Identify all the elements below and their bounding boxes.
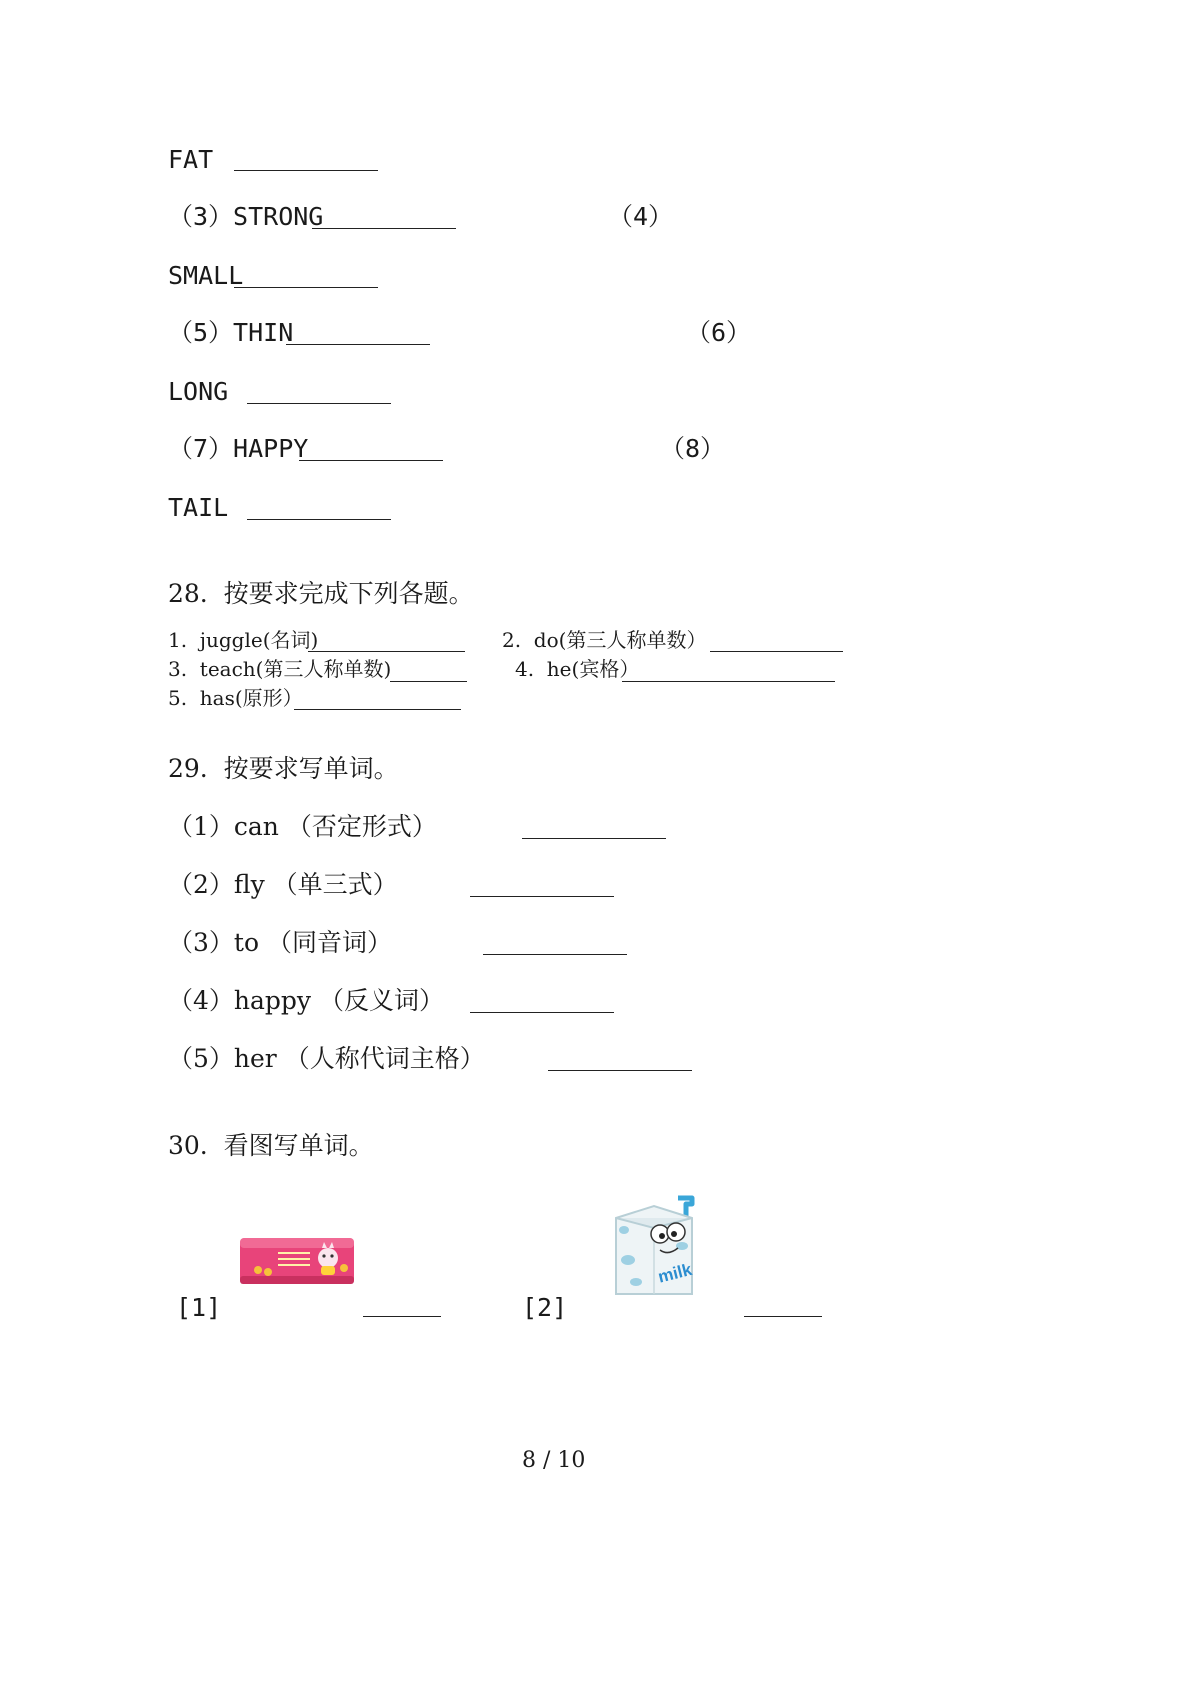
answer-blank[interactable]: [470, 896, 614, 897]
section-heading: 28. 按要求完成下列各题。: [168, 579, 474, 608]
exercise-item: （4）happy （反义词）: [168, 986, 444, 1015]
answer-blank[interactable]: [390, 681, 467, 682]
item-thin: （5）THIN: [168, 318, 294, 347]
picture-label-1: [1]: [176, 1293, 222, 1322]
milk-carton-text: milk: [656, 1259, 694, 1287]
exercise-item: （2）fly （单三式）: [168, 870, 398, 899]
answer-blank[interactable]: [234, 170, 378, 171]
answer-blank[interactable]: [363, 1316, 441, 1317]
item-tail: TAIL: [168, 493, 229, 522]
answer-blank[interactable]: [294, 709, 461, 710]
section-heading: 30. 看图写单词。: [168, 1131, 374, 1160]
section-heading: 29. 按要求写单词。: [168, 754, 399, 783]
picture-label-2: [2]: [522, 1293, 568, 1322]
item-long: LONG: [168, 377, 229, 406]
exercise-item: （3）to （同音词）: [168, 928, 392, 957]
page-number: 8 / 10: [522, 1448, 586, 1473]
pencil-case-image: [238, 1228, 358, 1290]
item-happy: （7）HAPPY: [168, 434, 309, 463]
answer-blank[interactable]: [286, 344, 430, 345]
answer-blank[interactable]: [548, 1070, 692, 1071]
answer-blank[interactable]: [744, 1316, 822, 1317]
answer-blank[interactable]: [234, 287, 378, 288]
answer-blank[interactable]: [247, 403, 391, 404]
exercise-item: 4. he(宾格）: [515, 657, 640, 681]
exercise-item: 3. teach(第三人称单数): [168, 657, 392, 681]
answer-blank[interactable]: [299, 460, 443, 461]
answer-blank[interactable]: [247, 519, 391, 520]
item-4: （4）: [608, 202, 674, 231]
item-fat: FAT: [168, 145, 214, 174]
exercise-item: （1）can （否定形式）: [168, 812, 437, 841]
exercise-item: 5. has(原形）: [168, 686, 303, 710]
exercise-item: 2. do(第三人称单数）: [502, 628, 707, 652]
exercise-item: （5）her （人称代词主格）: [168, 1044, 485, 1073]
answer-blank[interactable]: [710, 651, 843, 652]
answer-blank[interactable]: [522, 838, 666, 839]
answer-blank[interactable]: [312, 228, 456, 229]
exercise-item: 1. juggle(名词): [168, 628, 319, 652]
answer-blank[interactable]: [483, 954, 627, 955]
item-strong: （3）STRONG: [168, 202, 324, 231]
item-8: （8）: [660, 434, 726, 463]
answer-blank[interactable]: [622, 681, 835, 682]
item-6: （6）: [686, 318, 752, 347]
answer-blank[interactable]: [308, 651, 465, 652]
milk-carton-image: [608, 1190, 704, 1302]
item-small: SMALL: [168, 261, 244, 290]
answer-blank[interactable]: [470, 1012, 614, 1013]
